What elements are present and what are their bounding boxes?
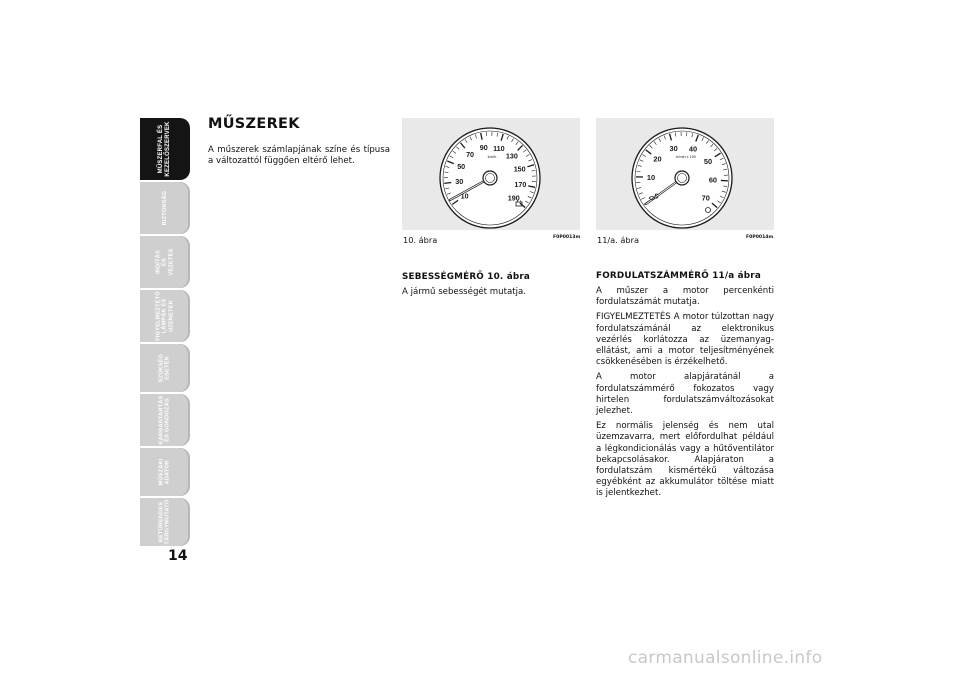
tachometer-warning: FIGYELMEZTETÉS A motor túlzottan nagy fordulatszámánál az elektronikus vezérlés korlátozza az üzemanyag-ellátást, ami a motor teljesítményének csökkenésében is érzékelhető. [596,312,774,368]
figure2-code: F0P0014m [746,235,774,240]
needle-hub [483,171,497,185]
speedometer-section [402,272,582,298]
rpm-unit: tr/min x 100 [676,155,696,159]
speedometer-text: A jármű sebességét mutatja. [402,287,526,297]
tachometer-paragraph: A motor alapjáratánál a fordulatszámmérő fokozatos vagy hirtelen fordulatszámváltozásokat jelezhet. [596,372,774,417]
gauge-label: 50 [457,162,466,172]
section-title: MŰSZEREK [208,116,300,132]
sidebar-tab-muszerfal[interactable] [140,118,190,180]
gauge-label: 150 [513,164,526,174]
sidebar-tab-label: MŰSZAKI ADATOK [158,458,171,486]
sidebar-tab-muszaki[interactable] [140,448,190,496]
speed-unit: km/h [487,154,497,159]
gauge-label: 70 [701,193,710,203]
tachometer-figure [596,118,774,230]
figure1-caption: 10. ábra [403,235,438,245]
tachometer-heading: FORDULATSZÁMMÉRŐ 11/a ábra [596,271,761,281]
sidebar-tab-label: FIGYELMEZTETŐ LÁMPÁK ÉS ÜZENETEK [155,291,175,341]
sidebar-tab-karbantartas[interactable] [140,394,190,446]
sidebar-tab-betrendes[interactable] [140,498,190,546]
needle-hub [675,171,689,185]
tachometer-paragraph: A műszer a motor percenkénti fordulatszámát mutatja. [596,286,774,308]
tachometer-section [596,271,774,504]
gauge-label: 190 [507,193,520,203]
gauge-label: 10 [460,191,469,201]
gauge-label: 90 [479,143,488,153]
sidebar-tab-biztonsag[interactable] [140,182,190,234]
gauge-label: 70 [466,149,475,159]
gauge-label: 30 [669,143,678,153]
intro-text: A műszerek számlapjának színe és típusa a változattól függően eltérő lehet. [208,145,390,167]
major-tick [444,183,451,184]
sidebar-tab-label: MŰSZERFAL ÉS KEZELŐSZERVEK [158,121,171,177]
gauge-label: 10 [646,172,656,182]
gauge-label: 60 [708,175,718,185]
sidebar-tab-inditas[interactable] [140,236,190,288]
figure2-caption: 11/a. ábra [597,235,639,245]
gauge-label: 40 [688,144,698,154]
sidebar-tab-label: KARBANTARTÁS ÉS GONDOZÁS [158,395,171,445]
sidebar-tab-label: INDÍTÁS ÉS VEZETÉS [155,248,175,276]
watermark: carmanualsonline.info [628,648,823,668]
gauge-label: 20 [653,154,662,164]
gauge-label: 170 [514,179,527,189]
gauge-label: 110 [493,143,505,153]
gauge-label: 50 [703,156,713,166]
sidebar-tab-label: BIZTONSÁG [161,190,168,226]
gauge-label: 130 [505,151,518,161]
tachometer-paragraph: Ez normális jelenség és nem utal üzemzavarra, mert előfordulhat például a légkondicionálás vagy a hűtőventilátor bekapcsolásakor. Alapjáraton a fordulatszám kismértékű változása egyébként az akkumulátor töltése miatt is jelentkezhet. [596,421,774,499]
sidebar-tab-figyelmezteto[interactable] [140,290,190,342]
sidebar-tab-szukseg[interactable] [140,344,190,392]
speedometer-heading: SEBESSÉGMÉRŐ 10. ábra [402,272,530,282]
sidebar-tab-label: BETŰRENDES TÁRGYMUTATÓ [158,499,171,545]
speedometer-figure [402,118,580,230]
figure1-code: F0P0013m [553,235,581,240]
gauge-label: 30 [455,177,464,187]
sidebar-tab-label: SZÜKSÉG ESETÉN [158,353,171,383]
page-number: 14 [168,548,188,564]
